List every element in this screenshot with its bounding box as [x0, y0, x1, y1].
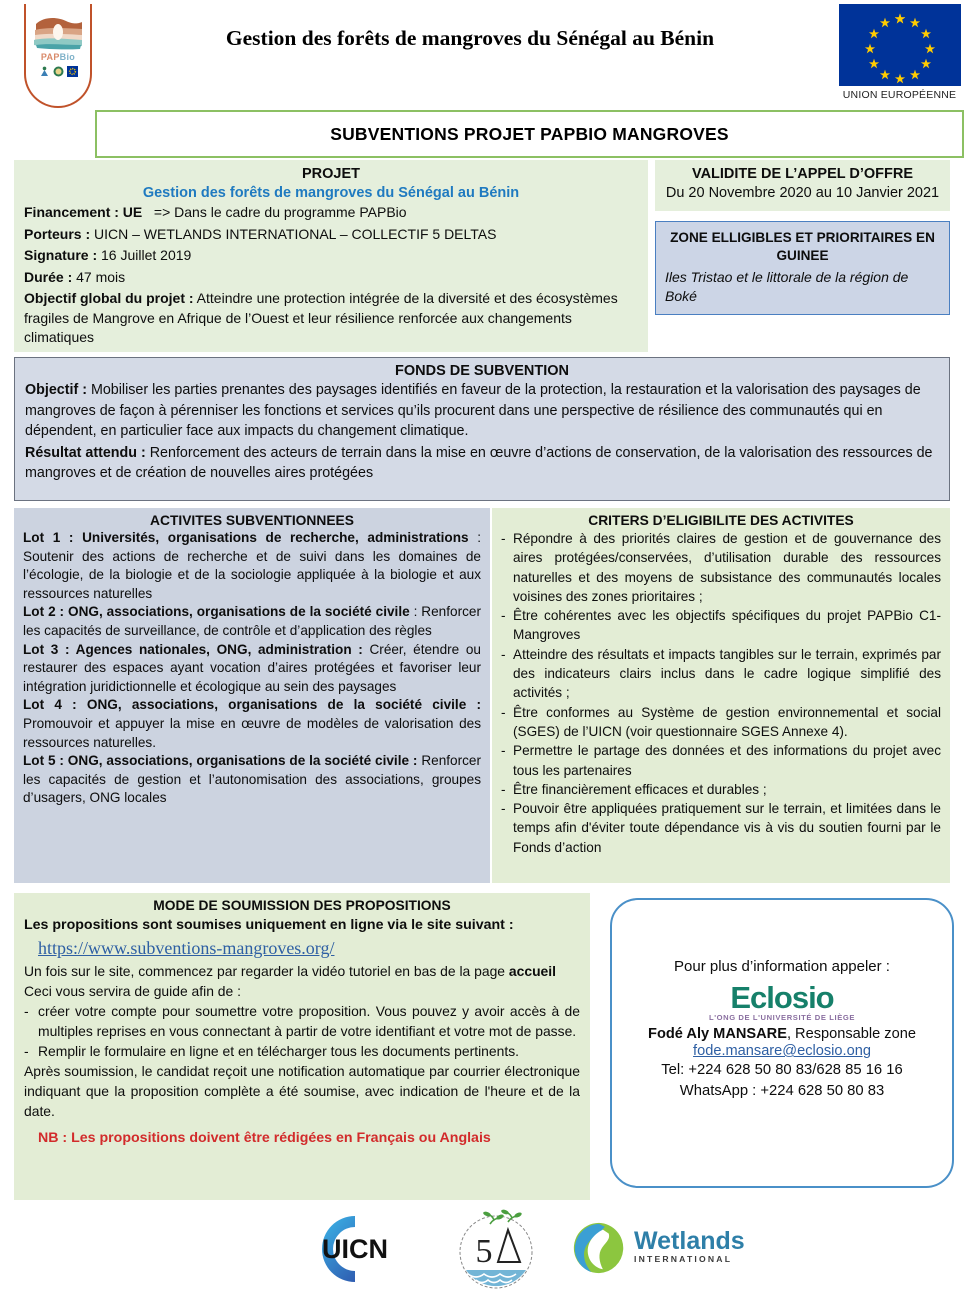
validite-title: VALIDITE DE L’APPEL D’OFFRE: [691, 166, 913, 182]
page-title: Gestion des forêts de mangroves du Sénégal au Bénin: [225, 26, 715, 50]
criteres-item-text: Pouvoir être appliquées pratiquement sur le terrain, et limitées dans le temps afin d'éviter toute dépendance vis à vis du soutien fourni par le Fonds d’action: [513, 801, 941, 855]
lot-label: Lot 4 : ONG, associations, organisations de la société civile :: [23, 697, 481, 713]
page-header: [0, 0, 964, 108]
objectif-label: Objectif global du projet :: [24, 290, 194, 306]
lot-label: Lot 3 : Agences nationales, ONG, administration :: [23, 641, 363, 657]
activites-title: ACTIVITES SUBVENTIONNEES: [150, 513, 354, 528]
fonds-title: FONDS DE SUBVENTION: [394, 363, 569, 379]
criteres-list: [501, 529, 941, 857]
lot-text: Promouvoir et appuyer la mise en œuvre de modèles de valorisation des ressources naturelles.: [23, 715, 481, 750]
european-union-flag-icon: [839, 4, 961, 86]
contact-person-name: Fodé Aly MANSARE: [648, 1026, 787, 1042]
subventions-banner: [95, 110, 964, 158]
porteurs-label: Porteurs :: [24, 225, 91, 242]
right-info-column: [655, 160, 950, 315]
eu-mini-flag-icon: [67, 64, 78, 75]
lot-item: [23, 641, 481, 697]
wetlands-mark-icon: [570, 1220, 628, 1276]
duree-value: 47 mois: [72, 268, 126, 285]
projet-panel: [14, 160, 648, 352]
collectif-5-deltas-logo-icon: [450, 1208, 542, 1292]
fonds-objectif-value: Mobiliser les parties prenantes des paysages identifiés en faveur de la protection, la restauration et la valorisation des paysages de mangroves de façon à pérenniser les fonctions et services qu’ils procurent dans une perspective de résilience des communautés qui en dépendent, en particulier face aux impacts du changement climatique.: [25, 382, 921, 439]
footer-logos: [0, 1206, 964, 1294]
uicn-seal-icon: [53, 64, 64, 75]
criteres-item-text: Atteindre des résultats et impacts tangibles sur le terrain, exprimés par des indicateurs clairs inclus dans le cadre logique simplifié des activités ;: [513, 646, 941, 701]
fonds-resultat-value: Renforcement des acteurs de terrain dans la mise en œuvre d’actions de conservation, de la valorisation des ressources de mangroves et de création de nouvelles aires protégées: [25, 444, 933, 481]
lot-item: [23, 752, 481, 808]
mode-accueil-bold: accueil: [508, 963, 556, 979]
papbio-logo: [24, 4, 92, 108]
person-icon: [39, 64, 50, 75]
validite-dates: Du 20 Novembre 2020 au 10 Janvier 2021: [665, 185, 940, 201]
fonds-resultat-label: Résultat attendu :: [25, 444, 146, 461]
submission-site-link[interactable]: https://www.subventions-mangroves.org/: [38, 938, 335, 958]
zone-title: ZONE ELLIGIBLES ET PRIORITAIRES EN GUINEE: [670, 230, 935, 263]
papbio-wordmark: [41, 52, 75, 62]
mode-intro: Les propositions sont soumises uniquement en ligne via le site suivant :: [24, 917, 514, 933]
lot-label: Lot 1 : Universités, organisations de recherche, administrations: [23, 530, 469, 545]
criteres-item-text: Répondre à des priorités claires de gestion et de gouvernance des aires protégées/conservées, d’utilisation durable des ressources naturelles et des moyens de subsistance des communautés locales voisines des zones prioritaires ;: [513, 531, 941, 604]
projet-subheading: Gestion des forêts de mangroves du Sénégal au Bénin: [142, 185, 520, 201]
projet-objectif: [24, 289, 638, 348]
dash-bullet-icon: -: [24, 1043, 29, 1059]
uicn-logo: [296, 1210, 414, 1288]
dash-bullet-icon: -: [24, 1003, 29, 1019]
criteres-item: [501, 529, 941, 606]
papbio-word-pap: PAP: [40, 52, 60, 62]
fonds-de-subvention-panel: [14, 357, 950, 501]
svg-text:UICN: UICN: [322, 1234, 388, 1264]
criteres-item: [501, 741, 941, 780]
lot-label: Lot 2 : ONG, associations, organisations de la société civile: [23, 604, 410, 620]
criteres-item-text: Être financièrement efficaces et durables ;: [513, 781, 767, 797]
contact-email-link[interactable]: fode.mansare@eclosio.ong: [693, 1043, 871, 1059]
financement-label: Financement : UE: [24, 204, 143, 220]
fonds-resultat: [25, 443, 939, 484]
lot-text: Créer, étendre ou restaurer des espaces ayant vocation d’aires protégées et favoriser leur intégration juridictionnelle et écologique au sein des paysages: [23, 641, 481, 694]
activites-subventionnees-panel: [14, 508, 490, 883]
mode-bullet-text: Remplir le formulaire en ligne et en télécharger tous les documents pertinents.: [38, 1043, 520, 1059]
uicn-logo-icon: [296, 1210, 414, 1288]
contact-lead: Pour plus d’information appeler :: [674, 958, 890, 975]
eclosio-wordmark-text: Eclosio: [730, 980, 834, 1015]
lot-sep: :: [409, 604, 422, 620]
projet-duree: [24, 268, 638, 288]
mode-title: MODE DE SOUMISSION DES PROPOSITIONS: [153, 898, 451, 913]
contact-person: [612, 1026, 952, 1042]
mode-after-url-2: Ceci vous servira de guide afin de :: [24, 983, 241, 999]
zone-panel: [655, 221, 950, 315]
mode-after-url-1: [24, 961, 580, 981]
lot-label: Lot 5 : ONG, associations, organisations de la société civile :: [23, 753, 418, 769]
mode-after-url-1-text: Un fois sur le site, commencez par regarder la vidéo tutoriel en bas de la page: [24, 963, 509, 979]
mode-bullet-text: créer votre compte pour soumettre votre proposition. Vous pouvez y avoir accès à de multiples reprises en vous connectant à partir de votre identifiant et votre mot de passe.: [38, 1003, 580, 1039]
projet-porteurs: [24, 225, 638, 245]
lot-item: [23, 603, 481, 640]
fonds-objectif: [25, 380, 939, 442]
criteres-item: [501, 780, 941, 799]
criteres-item: [501, 703, 941, 742]
wetlands-wordmark: Wetlands: [634, 1227, 745, 1255]
criteres-title: CRITERS D’ELIGIBILITE DES ACTIVITES: [588, 513, 854, 528]
lot-item: [23, 696, 481, 752]
mode-closing: Après soumission, le candidat reçoit une notification automatique par courrier électronique indiquant que la proposition complète a été soumise, avec indication de l'heure et de la date.: [24, 1063, 580, 1119]
contact-person-role: , Responsable zone: [786, 1026, 916, 1042]
signature-value: 16 Juillet 2019: [97, 247, 192, 263]
mode-bullet: [24, 1001, 580, 1041]
wetlands-subtitle: INTERNATIONAL: [634, 1254, 733, 1264]
banner-title: SUBVENTIONS PROJET PAPBIO MANGROVES: [330, 123, 729, 144]
criteres-item-text: Être cohérentes avec les objectifs spécifiques du projet PAPBio C1-Mangroves: [513, 608, 941, 643]
wetlands-international-logo: [570, 1220, 760, 1280]
dash-bullet-icon: -: [501, 781, 506, 797]
dash-bullet-icon: -: [501, 608, 506, 624]
lot-text: Renforcer les capacités de gestion et l’autonomisation des associations, groupes d’usagers, ONG locales: [23, 753, 482, 806]
criteres-item-text: Être conformes au Système de gestion environnemental et social (SGES) de l’UICN (voir questionnaire SGES Annexe 4).: [513, 704, 941, 739]
papbio-partner-icons: [39, 64, 78, 75]
papbio-word-bio: Bio: [59, 52, 76, 62]
mode-de-soumission-panel: [14, 893, 590, 1200]
dash-bullet-icon: -: [501, 646, 506, 662]
lot-sep: :: [468, 530, 482, 545]
signature-label: Signature :: [24, 247, 98, 263]
objectif-value: Atteindre une protection intégrée de la diversité et des écosystèmes fragiles de Mangrove en Afrique de l’Ouest et leur résilience renforcée aux changements climatiques: [24, 290, 618, 345]
contact-tel: Tel: +224 628 50 80 83/628 85 16 16: [661, 1062, 903, 1078]
lot-item: [23, 529, 481, 603]
dash-bullet-icon: -: [501, 704, 506, 720]
svg-text:5: 5: [475, 1233, 493, 1270]
criteres-eligibilite-panel: [492, 508, 950, 883]
papbio-landscape-icon: [32, 12, 84, 50]
contact-panel: [610, 898, 954, 1188]
dash-bullet-icon: -: [501, 743, 506, 759]
criteres-item: [501, 606, 941, 645]
criteres-item-text: Permettre le partage des données et des informations du projet avec tous les partenaires: [513, 743, 941, 778]
eu-caption: UNION EUROPÉENNE: [842, 89, 957, 101]
project-row: [14, 160, 950, 352]
lot-text: Soutenir des actions de recherche et de suivi dans les domaines de l’écologie, de la biologie et de la sociologie appliquée à la biologie et aux ressources naturelles: [23, 548, 481, 601]
financement-value: => Dans le cadre du programme PAPBio: [153, 204, 407, 220]
mode-bullet: [24, 1041, 580, 1061]
dash-bullet-icon: -: [501, 801, 506, 817]
criteres-item: [501, 645, 941, 703]
dash-bullet-icon: -: [501, 531, 506, 546]
contact-whatsapp: WhatsApp : +224 628 50 80 83: [679, 1083, 885, 1099]
validite-panel: [655, 160, 950, 211]
projet-signature: [24, 246, 638, 266]
collectif-5-deltas-logo: [450, 1208, 542, 1292]
eclosio-tagline: L'ONG DE L'UNIVERSITÉ DE LIÈGE: [708, 1013, 856, 1022]
duree-label: Durée :: [24, 268, 73, 285]
eclosio-logo: [682, 981, 882, 1022]
eclosio-wordmark: [682, 981, 882, 1015]
projet-heading: PROJET: [301, 166, 360, 182]
eu-emblem-block: [835, 4, 964, 101]
porteurs-value: UICN – WETLANDS INTERNATIONAL – COLLECTIF 5 DELTAS: [90, 225, 497, 242]
lot-text: Renforcer les capacités de surveillance, de contrôle et d’application des règles: [23, 604, 481, 638]
fonds-objectif-label: Objectif :: [25, 382, 87, 398]
mode-nb-note: NB : Les propositions doivent être rédigées en Français ou Anglais: [38, 1130, 491, 1146]
projet-financement: [24, 203, 638, 223]
zone-text: Iles Tristao et le littorale de la région de Boké: [665, 269, 909, 304]
criteres-item: [501, 799, 941, 857]
